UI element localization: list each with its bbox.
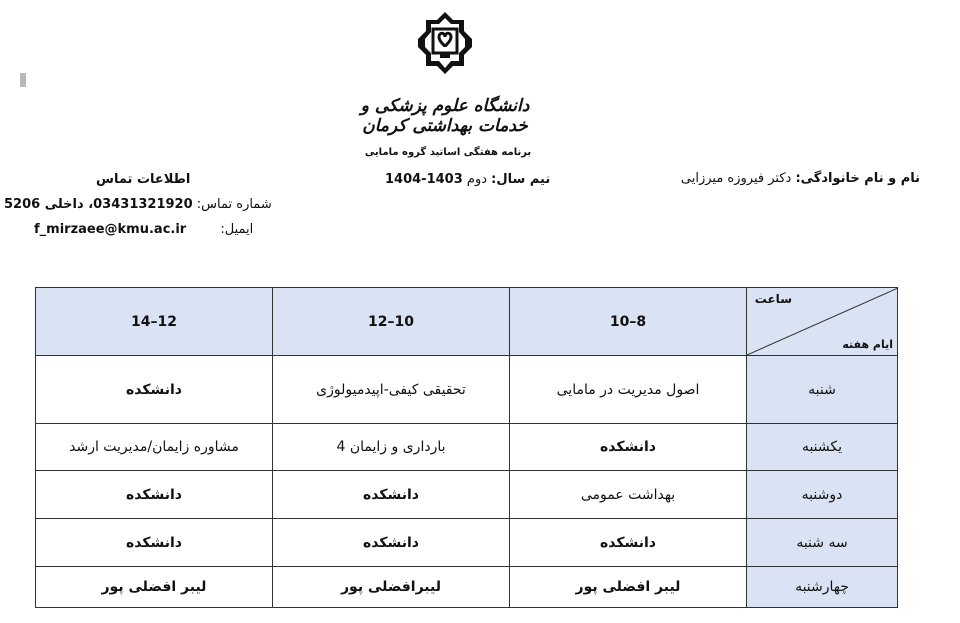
class-cell: لیبر افضلی پور [36,567,273,608]
day-cell: سه شنبه [747,519,898,567]
time-slot-header: 12–14 [36,288,273,356]
email-value: f_mirzaee@kmu.ac.ir [34,222,187,237]
class-cell: اصول مدیریت در مامایی [510,356,747,424]
table-row [36,424,898,471]
name-label: نام و نام خانوادگی: [795,171,920,186]
university-logo [412,10,478,76]
class-cell: دانشکده [36,471,273,519]
hour-label: ساعت [754,292,792,306]
text-cursor-marker [20,73,26,87]
time-slot-header: 8–10 [510,288,747,356]
class-cell: مشاوره زایمان/مدیریت ارشد [36,424,273,471]
weekly-schedule-table [35,287,898,608]
class-cell: دانشکده [510,424,747,471]
days-label: ایام هفته [842,338,893,351]
semester-label: نیم سال: [491,172,551,187]
class-cell: دانشکده [510,519,747,567]
instructor-name-row [681,171,920,186]
phone-row [4,197,272,212]
class-cell: دانشکده [36,519,273,567]
class-cell: دانشکده [273,471,510,519]
class-cell: بارداری و زایمان 4 [273,424,510,471]
day-cell: چهارشنبه [747,567,898,608]
phone-label: شماره تماس: [196,197,272,212]
table-row [36,519,898,567]
corner-cell [747,288,898,356]
email-row [34,222,253,237]
program-title: برنامه هفتگی اساتید گروه مامایی [364,147,532,158]
time-slot-header: 10–12 [273,288,510,356]
table-row [36,356,898,424]
class-cell: دانشکده [36,356,273,424]
email-label: ایمیل: [220,222,254,237]
class-cell: دانشکده [273,519,510,567]
day-cell: شنبه [747,356,898,424]
table-header-row [36,288,898,356]
university-name: دانشگاه علوم پزشکی و خدمات بهداشتی کرمان [360,96,530,136]
class-cell: لیبرافضلی پور [273,567,510,608]
day-cell: دوشنبه [747,471,898,519]
contact-heading: اطلاعات تماس [96,172,191,187]
phone-value: 03431321920، داخلی 5206 [4,197,193,212]
day-cell: یکشنبه [747,424,898,471]
semester-year: 1404-1403 [385,172,463,187]
class-cell: بهداشت عمومی [510,471,747,519]
semester-term: دوم [466,172,488,187]
class-cell: لیبر افضلی پور [510,567,747,608]
table-row [36,471,898,519]
name-value: دکتر فیروزه میرزایی [680,171,792,186]
class-cell: تحقیقی کیفی-اپیدمیولوژی [273,356,510,424]
semester-row [385,172,550,187]
table-row [36,567,898,608]
